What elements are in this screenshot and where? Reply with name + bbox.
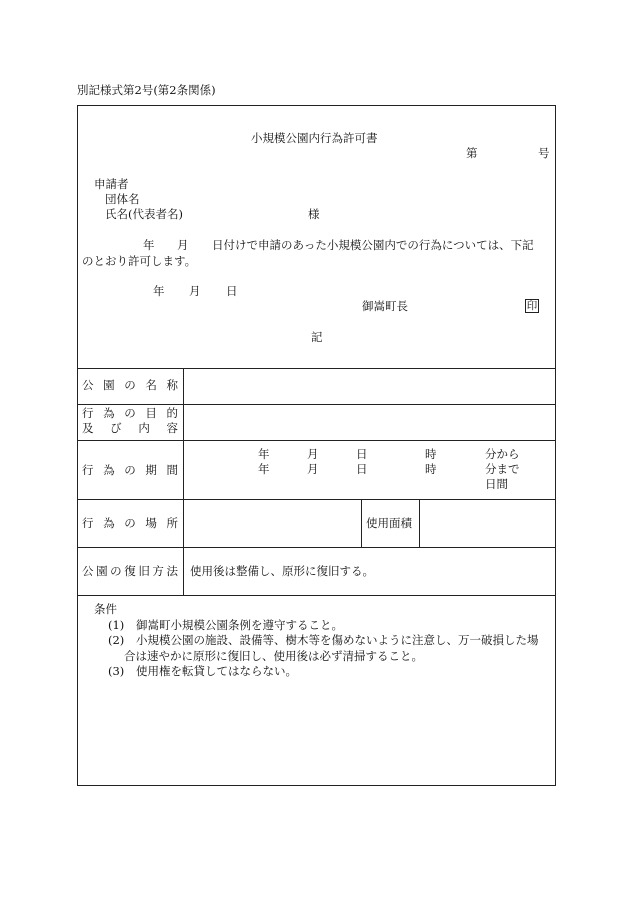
number-dai: 第 <box>466 146 478 160</box>
issuer-name: 御嵩町長 <box>362 299 408 313</box>
restore-value: 使用後は整備し、原形に復旧する。 <box>190 564 374 578</box>
document-title: 小規模公園内行為許可書 <box>251 131 378 145</box>
form-header: 別記様式第2号(第2条関係) <box>77 83 216 97</box>
period-start-month: 月 <box>307 447 319 461</box>
number-go: 号 <box>538 146 550 160</box>
applicant-name-label: 氏名(代表者名) <box>105 207 183 221</box>
label-restore: 公 園 の 復 旧 方 法 <box>82 564 178 578</box>
period-days: 日間 <box>485 477 508 491</box>
period-start-day: 日 <box>356 447 368 461</box>
label-purpose-line1: 行 為 の 目 的 <box>82 406 178 420</box>
intro-year: 年 <box>143 238 155 252</box>
condition-3-text: 使用権を転貸してはならない。 <box>136 664 297 678</box>
intro-text-line2: のとおり許可します。 <box>82 254 197 268</box>
label-place: 行 為 の 場 所 <box>82 516 178 530</box>
period-start-from: 分から <box>485 447 520 461</box>
issue-month: 月 <box>189 284 201 298</box>
label-purpose-line2: 及 び 内 容 <box>82 421 178 435</box>
period-end-hour: 時 <box>425 462 437 476</box>
condition-1-number: (1) <box>108 618 125 632</box>
condition-1-text: 御嵩町小規模公園条例を遵守すること。 <box>136 618 343 632</box>
period-start-year: 年 <box>258 447 270 461</box>
period-end-month: 月 <box>307 462 319 476</box>
label-park-name: 公 園 の 名 称 <box>82 378 178 392</box>
seal-mark: 印 <box>526 300 538 312</box>
intro-text-line1: 日付けで申請のあった小規模公園内での行為については、下記 <box>212 238 534 252</box>
issue-day: 日 <box>226 284 238 298</box>
period-end-day: 日 <box>356 462 368 476</box>
period-end-until: 分まで <box>485 462 520 476</box>
label-period: 行 為 の 期 間 <box>82 463 178 477</box>
period-start-hour: 時 <box>425 447 437 461</box>
conditions-heading: 条件 <box>94 602 117 616</box>
condition-2-text-cont: 合は速やかに原形に復旧し、使用後は必ず清掃すること。 <box>124 649 423 663</box>
applicant-heading: 申請者 <box>94 177 129 191</box>
condition-3-number: (3) <box>108 664 125 678</box>
period-end-year: 年 <box>258 462 270 476</box>
area-label: 使用面積 <box>366 516 412 530</box>
applicant-org-label: 団体名 <box>105 192 140 206</box>
condition-2-number: (2) <box>108 633 125 647</box>
honorific-sama: 様 <box>308 207 320 221</box>
issue-year: 年 <box>153 284 165 298</box>
intro-month: 月 <box>177 238 189 252</box>
condition-2-text: 小規模公園の施設、設備等、樹木等を傷めないように注意し、万一破損した場 <box>136 633 539 647</box>
ki-label: 記 <box>311 330 323 344</box>
